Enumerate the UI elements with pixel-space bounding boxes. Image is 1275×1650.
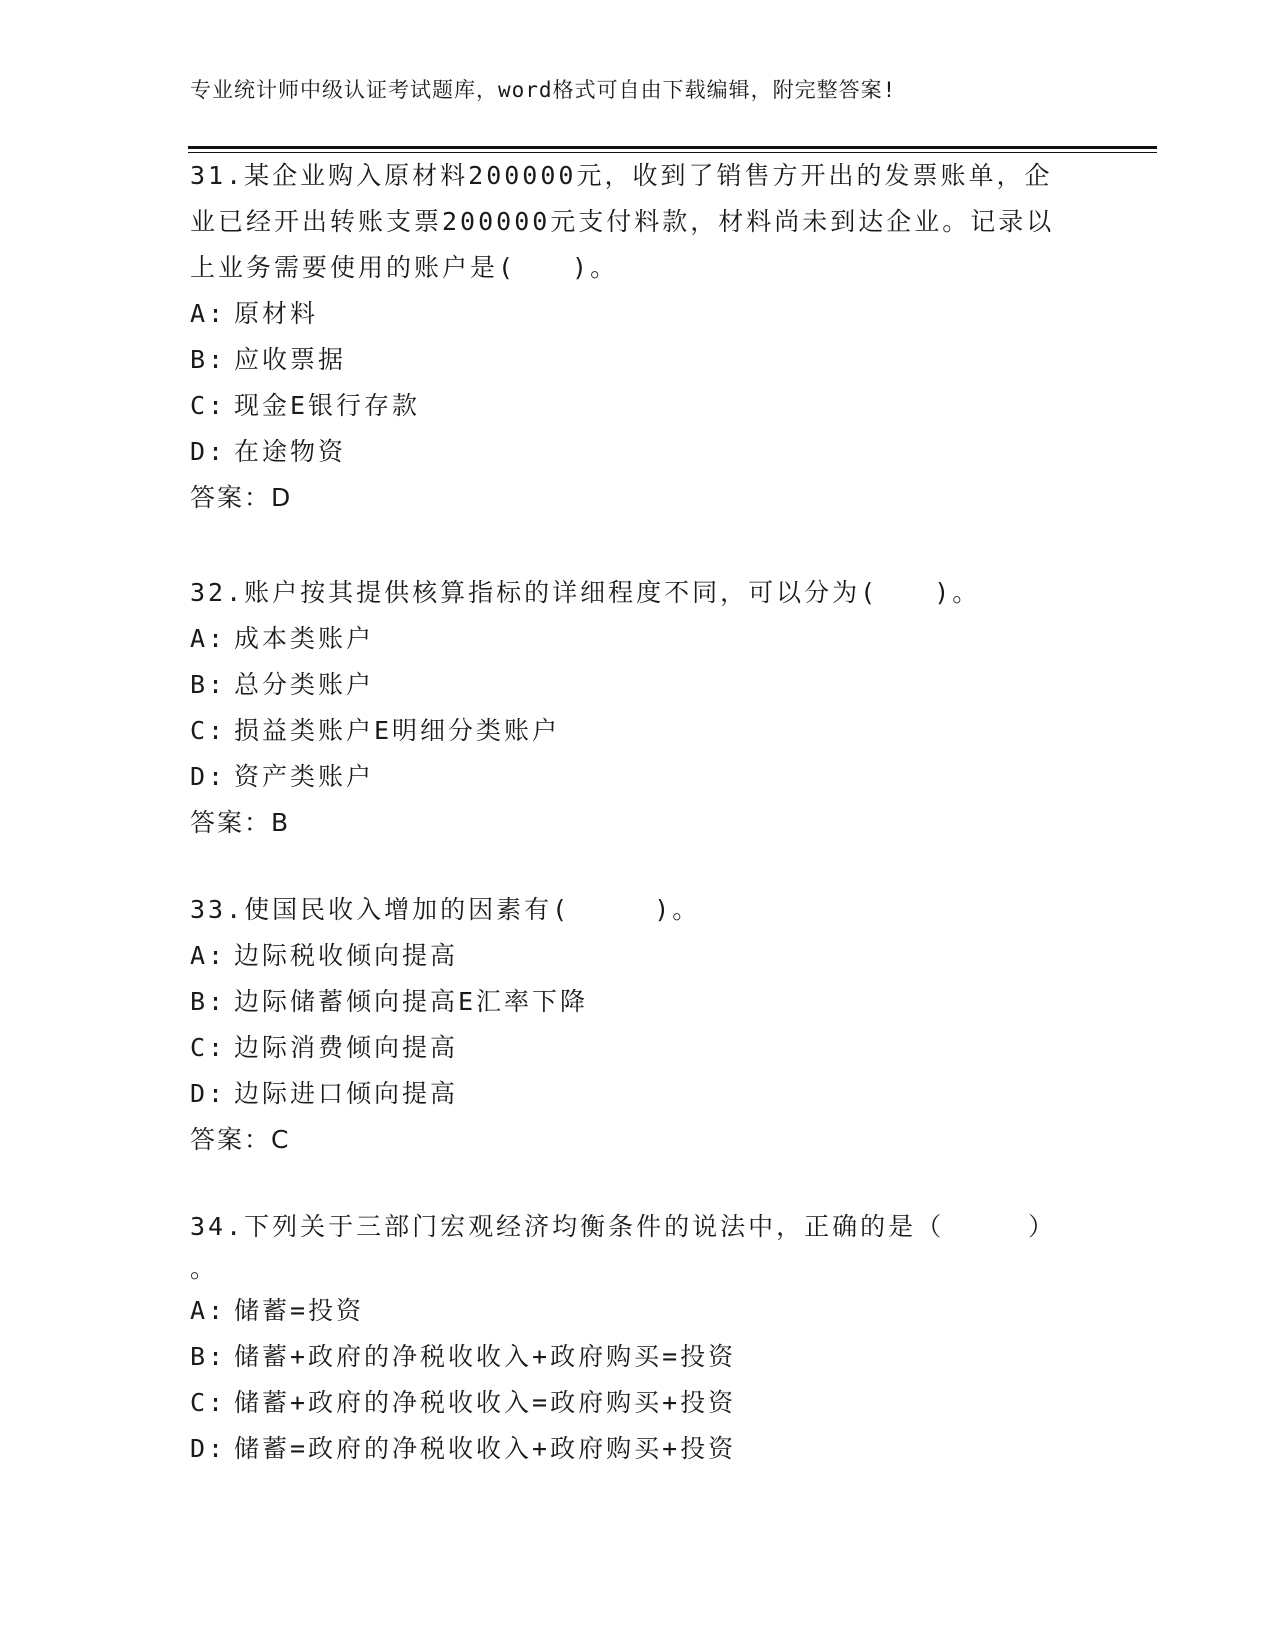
option-text: 原材料 [234, 299, 319, 328]
option-key: D: [190, 762, 227, 791]
option-b [190, 1334, 1090, 1380]
option-a [190, 616, 1090, 662]
option-text: 储蓄+政府的净税收收入=政府购买+投资 [234, 1388, 737, 1417]
option-text: 资产类账户 [234, 762, 375, 791]
option-b [190, 337, 1090, 383]
option-text: 储蓄=政府的净税收收入+政府购买+投资 [234, 1434, 737, 1463]
option-key: A: [190, 1296, 227, 1325]
option-text: 边际税收倾向提高 [234, 941, 459, 970]
option-d [190, 1426, 1090, 1472]
question-34 [190, 1204, 1090, 1472]
option-key: D: [190, 1434, 227, 1463]
question-31 [190, 153, 1090, 521]
question-text-line: 上业务需要使用的账户是( )。 [190, 253, 619, 282]
option-text: 成本类账户 [234, 624, 375, 653]
option-c [190, 1025, 1090, 1071]
option-key: A: [190, 941, 227, 970]
option-key: C: [190, 716, 227, 745]
option-key: B: [190, 1342, 227, 1371]
option-key: D: [190, 437, 227, 466]
option-b [190, 662, 1090, 708]
option-text: 边际储蓄倾向提高E汇率下降 [234, 987, 589, 1016]
option-key: B: [190, 670, 227, 699]
question-text-line: 33.使国民收入增加的因素有( )。 [190, 895, 701, 924]
question-32 [190, 570, 1090, 846]
option-text: 现金E银行存款 [234, 391, 421, 420]
answer-label: 答案：D [190, 483, 293, 512]
option-a [190, 1288, 1090, 1334]
answer-label: 答案：B [190, 808, 291, 837]
option-key: B: [190, 987, 227, 1016]
option-text: 应收票据 [234, 345, 347, 374]
option-c [190, 1380, 1090, 1426]
option-text: 边际消费倾向提高 [234, 1033, 459, 1062]
header-rule-thick [188, 146, 1157, 149]
option-key: A: [190, 624, 227, 653]
option-d [190, 754, 1090, 800]
answer-label: 答案：C [190, 1125, 291, 1154]
option-c [190, 383, 1090, 429]
option-text: 边际进口倾向提高 [234, 1079, 459, 1108]
question-text-line: 31.某企业购入原材料200000元，收到了销售方开出的发票账单，企 [190, 161, 1053, 190]
option-key: C: [190, 391, 227, 420]
option-key: D: [190, 1079, 227, 1108]
question-33 [190, 887, 1090, 1163]
option-a [190, 933, 1090, 979]
option-d [190, 1071, 1090, 1117]
option-b [190, 979, 1090, 1025]
option-d [190, 429, 1090, 475]
option-a [190, 291, 1090, 337]
question-text-line: 。 [190, 1254, 219, 1283]
option-key: C: [190, 1033, 227, 1062]
option-text: 储蓄+政府的净税收收入+政府购买=投资 [234, 1342, 737, 1371]
option-c [190, 708, 1090, 754]
option-text: 储蓄=投资 [234, 1296, 365, 1325]
option-text: 总分类账户 [234, 670, 375, 699]
option-key: B: [190, 345, 227, 374]
option-key: A: [190, 299, 227, 328]
option-key: C: [190, 1388, 227, 1417]
question-text-line: 32.账户按其提供核算指标的详细程度不同，可以分为( )。 [190, 578, 981, 607]
option-text: 在途物资 [234, 437, 347, 466]
question-text-line: 34.下列关于三部门宏观经济均衡条件的说法中，正确的是（ ） [190, 1212, 1057, 1241]
option-text: 损益类账户E明细分类账户 [234, 716, 561, 745]
page-header: 专业统计师中级认证考试题库，word格式可自由下载编辑，附完整答案! [190, 78, 897, 102]
question-text-line: 业已经开出转账支票200000元支付料款，材料尚未到达企业。记录以 [190, 207, 1055, 236]
